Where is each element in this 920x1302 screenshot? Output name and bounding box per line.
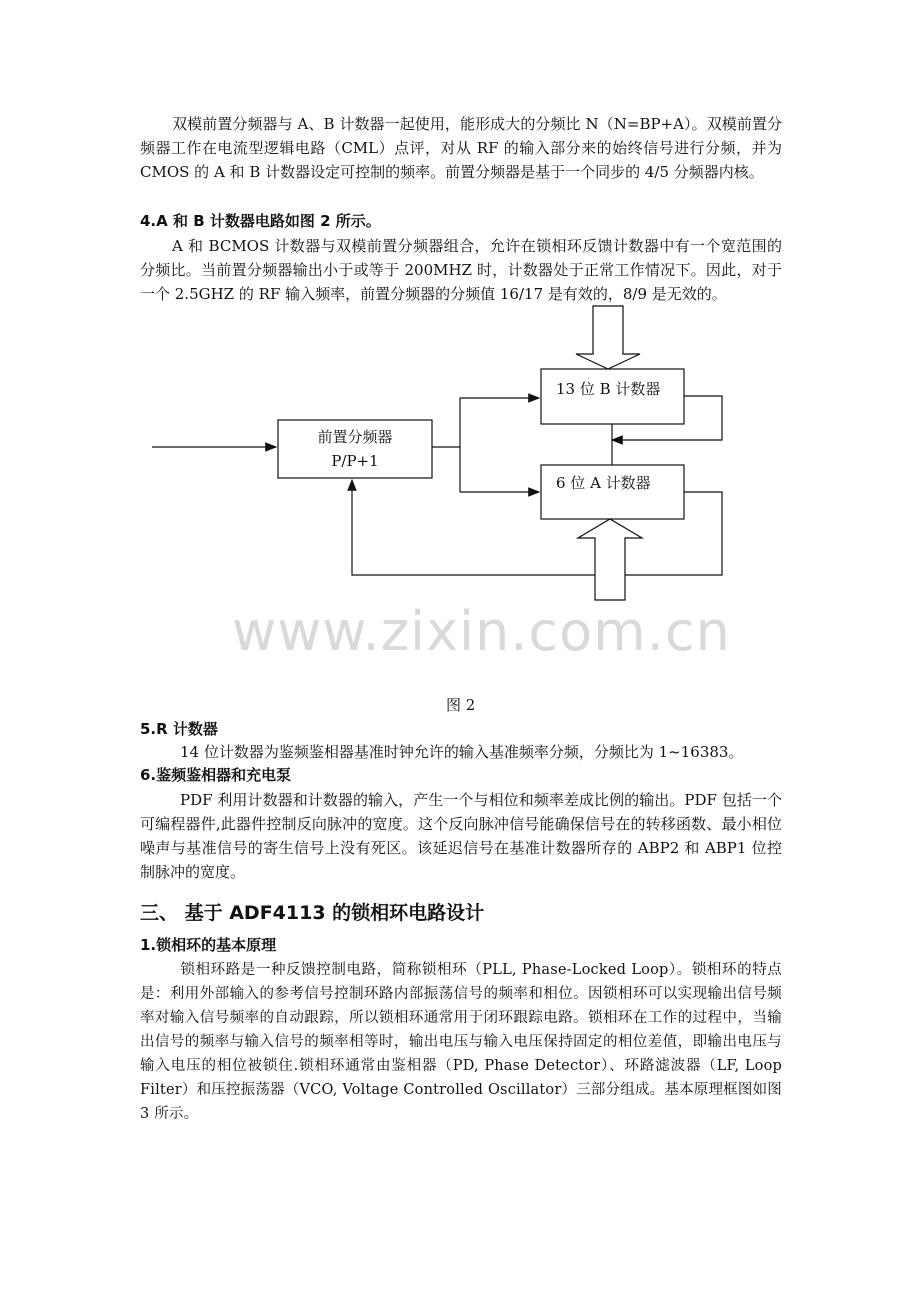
- heading-6: 6.鉴频鉴相器和充电泵: [140, 766, 292, 784]
- paragraph-r-counter: 14 位计数器为鉴频鉴相器基准时钟允许的输入基准频率分频，分频比为 1~16383。: [180, 743, 744, 761]
- paragraph-prescaler: 双模前置分频器与 A、B 计数器一起使用，能形成大的分频比 N（N=BP+A）。双模前置分频器工作在电流型逻辑电路（CML）点评，对从 RF 的输入部分来的始终信号进行分频，并为 CMOS 的 A 和 B 计数器设定可控制的频率。前置分频器是基于一个同步的 4/5 分频器内核。: [140, 115, 782, 181]
- a-counter-input-arrow: [578, 519, 642, 600]
- heading-pll-principle: 1.锁相环的基本原理: [140, 936, 277, 954]
- prescaler-label-line2: P/P+1: [331, 452, 379, 470]
- paragraph-counters: A 和 BCMOS 计数器与双模前置分频器组合，允许在锁相环反馈计数器中有一个宽范围的分频比。当前置分频器输出小于或等于 200MHZ 时，计数器处于正常工作情况下。因此，对于一个 2.5GHZ 的 RF 输入频率，前置分频器的分频值 16/17 是有效的，8/9 是无效的。: [140, 237, 782, 303]
- b-counter-label: 13 位 B 计数器: [556, 380, 661, 398]
- section-heading-3: 三、 基于 ADF4113 的锁相环电路设计: [140, 902, 485, 924]
- heading-5: 5.R 计数器: [140, 720, 218, 738]
- paragraph-pll: 锁相环路是一种反馈控制电路，简称锁相环（PLL, Phase-Locked Loop）。锁相环的特点是：利用外部输入的参考信号控制环路内部振荡信号的频率和相位。因锁相环可以实现输出信号频率对输入信号频率的自动跟踪，所以锁相环通常用于闭环跟踪电路。锁相环在工作的过程中，当输出信号的频率与输入信号的频率相等时，输出电压与输入电压保持固定的相位差值，即输出电压与输入电压的相位被锁住.锁相环通常由鉴相器（PD, Phase Detector）、环路滤波器（LF, Loop Filter）和压控振荡器（VCO, Voltage Controlled Oscillator）三部分组成。基本原理框图如图 3 所示。: [140, 962, 782, 1122]
- b-counter-input-arrow: [576, 306, 640, 369]
- figure-caption: 图 2: [446, 696, 476, 714]
- watermark: www.zixin.com.cn: [232, 600, 731, 663]
- a-counter-label: 6 位 A 计数器: [556, 474, 651, 492]
- prescaler-label-line1: 前置分频器: [317, 428, 393, 446]
- heading-4: 4.A 和 B 计数器电路如图 2 所示。: [140, 212, 381, 230]
- paragraph-pfd: PDF 利用计数器和计数器的输入，产生一个与相位和频率差成比例的输出。PDF 包括一个可编程器件,此器件控制反向脉冲的宽度。这个反向脉冲信号能确保信号在的转移函数、最小相位噪声与基准信号的寄生信号上没有死区。该延迟信号在基准计数器所存的 ABP2 和 ABP1 位控制脉冲的宽度。: [140, 791, 782, 881]
